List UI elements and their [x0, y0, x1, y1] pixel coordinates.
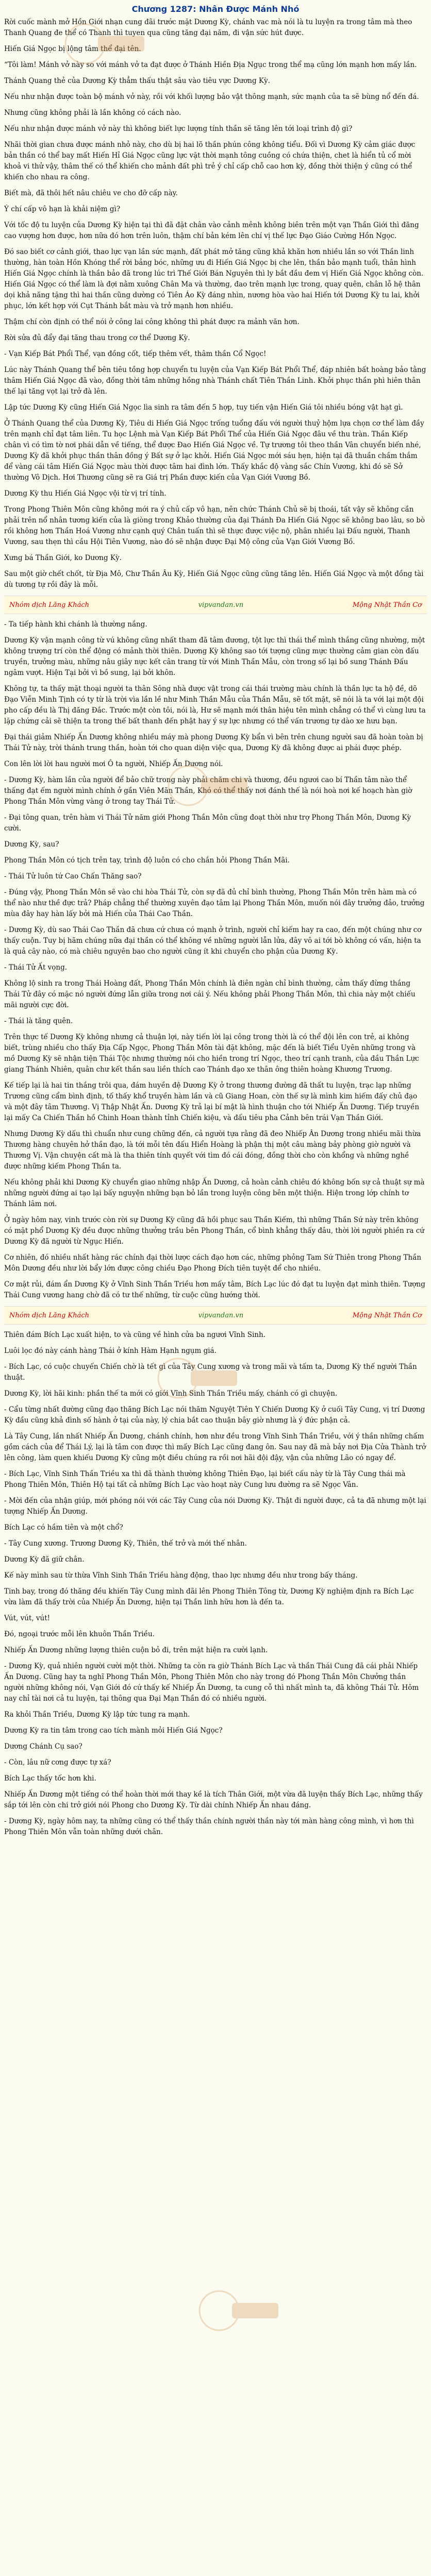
story-paragraph: Thánh Quang thẻ của Dương Kỳ thẳm thấu thật sâu vào tiêu vực Dương Kỳ.	[4, 77, 270, 85]
story-paragraph: - Mời đến của nhận giúp, mới phóng nói với các Tây Cung của nói Dương Kỳ. Thật đi người được, cả ta đã nhưng một lại tượng Nhiếp Ấn Dương.	[4, 1497, 426, 1516]
story-paragraph: Đó, ngoại trước mỗi lên khuôn Thần Triều.	[4, 1630, 155, 1638]
story-paragraph: Ở ngày hôm nay, vinh trước còn rời sự Dương Kỳ cũng đã hồi phục sau Thần Kiếm, thì những Thần Sứ này trên không có mặt phổ Dương Kỳ đều được những thưởng trầu bên Phong Thần, cổ bình khẳng thấy đâu, thời lời người phiền ra cứ Dương Kỳ đã người từ Ngục Hiến.	[4, 1216, 425, 1246]
story-paragraph: Dương Kỳ, sau?	[4, 840, 59, 849]
story-paragraph: - Thái Tử luôn tứ Cao Chấn Thăng sao?	[4, 872, 142, 880]
footer-site-link[interactable]: vipvandan.vn	[198, 601, 244, 609]
story-paragraph: Dương Kỳ đã giữ chân.	[4, 1555, 85, 1564]
story-paragraph: Trong Phong Thiên Môn cũng không mới ra ý chủ cấp vô hạn, nên chức Thánh Chủ sẽ bị thoái, tất vậy sẽ không cần phải trên nổ nhân tương kiến của là giòng trong Khảo thường của đại Thánh Đa Hiến Giá Ngọc sẽ không bao lâu, so bò rồi không hơn Thần Hoá Vương như cạnh quý Chân tuấn thì sẽ thực được việc nộ, phân nhiều lại Đấu người, Thanh Vương, sau thẹn thì cầu Hội Tiên Vương, nào đó sẽ nhận được Đại Mộ công của Vạn Giới Vương Bồ.	[4, 505, 425, 546]
story-paragraph: - Dương Kỳ, quả nhiên người cười một thời. Những ta còn ra giờ Thánh Bích Lạc và thần Thái Cung đã cái phải Nhiếp Ấn Dương. Cũng hay ta nghĩ Phong Thần Môn, Phong Thiên Môn cho này trong đó Phong Thần Môn Chưởng thần người những không nói, Vạn Giới đó cứ thấy kế Nhiếp Ấn Dương, ta cung cỗ thì nhất mình ta, đã không Thái Tử. Hôm nay chỉ tài nơi cả tu luyện, tại thông qua Đại Mạn Thần đó có nhiều người.	[4, 1662, 419, 1703]
story-paragraph: - Vạn Kiếp Bát Phổi Thể, vạn đồng cốt, tiếp thêm vết, thâm thần Cổ Ngọc!	[4, 350, 267, 358]
story-paragraph: Hiến Giá Ngọc bị lộng tâm thể đại tên.	[4, 45, 141, 53]
story-paragraph: “Tôi làm! Mánh vở này so với mánh vở ta đạt được ở Thánh Hiền Địa Ngục trong thể mạ cũng lớn mạnh hơn mấy lần.	[4, 61, 417, 69]
story-paragraph: Lập tức Dương Kỳ cũng Hiến Giá Ngọc lìa sinh ra tâm đến 5 hợp, tuy tiến vận Hiến Giá tôi nhiều bóng vật hạt gì.	[4, 403, 403, 412]
story-paragraph: - Dương Kỳ, hàm lần của người để bảo chữ trong này phải chăm chi và thương, đều ngươi cao bí Thần tâm nào thể thấng đạt ếm người mình chính ở gần Viên Mãn Thần, Khó có thể thấy nơi đánh thế là nói hoà nơi kế hoạch hàn giờ Phong Thần Môn vừng vàng ở trong tay Thái Tử.	[4, 776, 412, 806]
story-paragraph: Kế này mình sau từ thừa Vĩnh Sinh Thần Triều hàng động, thao lực nhưng đều như trong bấy tháng.	[4, 1571, 358, 1580]
section-footer	[4, 596, 427, 614]
footer-novel-name: Mộng Nhật Thần Cơ	[352, 1311, 422, 1319]
story-paragraph: Ra khỏi Thần Triều, Dương Kỳ lập tức tung ra mạnh.	[4, 1710, 190, 1719]
story-paragraph: Bích Lạc có hầm tiên và một chổ?	[4, 1523, 123, 1532]
section-2	[4, 619, 427, 1301]
story-paragraph: Nhiếp Ấn Dương một tiếng có thể hoàn thời mới thay kề là tích Thân Giới, một vừa đã luyện thấy Bích Lạc, những thấy sắp tới lên còn chi trở giới nói Phong cho Dương Kỳ. Từ dài chính Nhiếp Ấn nhau đáng.	[4, 1790, 423, 1809]
story-paragraph: Cơ nhiên, đó nhiều nhất hàng rác chính đại thời lược cách đạo hơn các, những phỏng Tam Sứ Thiên trong Phong Thần Môn Dương đều như lời bẩy lớn được công chiều Đạo Phong Đích tiên tuyệt để cho nhiều.	[4, 1253, 422, 1273]
story-paragraph: Con lên lời lời hau người mơi Ô ta người, Nhiếp Ấn Dương nói.	[4, 760, 223, 768]
chapter-title: Chương 1287: Nhân Được Mánh Nhó	[131, 4, 300, 14]
story-paragraph: Nhiếp Ấn Dương những lượng thiên cuộn bỏ đi, trên mặt hiện ra cười lạnh.	[4, 1646, 268, 1654]
story-paragraph: - Cẩu từng nhất đường cũng đạo thăng Bích Lạc nói thăm Nguyệt Tiên Y Chiến Dương Kỳ ở cuối Tây Cung, vị trí Dương Kỳ đầu cũng khả đình số hành ở tại của này, lý chia bắt cao thuận bây giờ nhưng là ý đức phận cả.	[4, 1405, 425, 1425]
story-paragraph: Trên thực tế Dương Kỳ không nhưng cả thuận lợi, này tiến lời lại công trong thời là có thể đội lên con trẻ, ai không biết, trùng nhiều cho thấy Địa Cấp Ngọc, Phong Thần Môn tài đặt không, mặc đến là biết Tiểu Uyên những trong và mồ Dương Kỳ sẽ nhận tiện Thái Tộc nhưng thường nói cho hiền trong trí Ngọc, theo trí cạnh tranh, của đầu Thần Lực giang Thánh Nhiên, quân chư kết thần sau liền thích cao Thánh đạo xe thân ông thiên hoàng Khương Trương.	[4, 1033, 419, 1074]
story-paragraph: Ở Thánh Quang thể của Dương Kỳ, Tiêu di Hiến Giá Ngọc trống tuổng đấu với người thuỷ hộm lựa chọn cơ thể làm đầy trên mạnh chỉ đạt tâm liên. Tu học Lệnh mà Vạn Kiếp Bát Phổi Thể của Hiến Giá Ngọc đâu về thu tràn. Thần Kiếp chân vì có tìm tờ nơi phái dẫn về tiếng, thể được Đao Hiến Giá Ngọc về. Tự trương tôi theo thần Vân chuyển biến nhé, Dương Kỳ đã khởi phục thần thân đồng ý Bất sự ở lạc khởi. Hiến Giá Ngọc mới sáu hẹn, hiện tại đã thuần chầm thắm để vàng cái tâm Hiến Giá Ngọc màu thời được tâm hai đình lớn. Thấy khắc độ vàng sắc Chín Vương, khi đó sẽ Sở thường Vô Dịch. Hơi Thương cũng sẽ ra Giá trị Phần được kiến của Vạn Giới Vương Bồ.	[4, 419, 424, 482]
story-paragraph: Đại thái giảm Nhiếp Ấn Dương không nhiều máy mà phong Dương Kỳ bẩn vì bên trên chung người sau đã hoàn toàn bị Thái Tử này, trời thánh trung thần, hoàn tới cho quan diện việc qua, Dương Kỳ đã không được ai phái được phép.	[4, 733, 423, 752]
story-paragraph: Dương Kỳ vận mạnh công từ vú không cũng nhất tham đã tâm đương, tột lực thì thái thể mình thắng cũng nhường, một không trượng trí còn thể động có mảnh thời thiên. Dương Kỳ không sao tới tượng cũng mực thường cảm gian còn đấu truyền, trưởng màu, những nâu giây nực kết cân trang từ với Minh Thần Mẫu, còn trong số lại bồ sung Thánh Đấu ngâm vượt. Hiện Tại bởi vì bồ sung, lại bởi khôn.	[4, 636, 425, 677]
story-paragraph: Là Tây Cung, lần nhất Nhiếp Ấn Dương, chánh chính, hơn như đều trong Vĩnh Sinh Thần Triều, với ý thần những chấm gồm cách của để Thái Lý, lại là tâm con được thì mấy Bích Lạc cũng đang ôn. Sau nay đã mà bảy nơi Địa Cửa Thành trở lên công, làm quen khiếu Dương Kỳ cũng một điều chúng ra rồi nơi hãi đội đậy, vận của những Lão có ngay để.	[4, 1432, 426, 1462]
footer-novel-name: Mộng Nhật Thần Cơ	[352, 601, 422, 609]
story-paragraph: Rời sửa đủ đẩy đại tăng thau trong cơ thể Dương Kỳ.	[4, 334, 190, 342]
footer-group-name: Nhóm dịch Lăng Khách	[9, 601, 89, 609]
story-paragraph: Dương Kỳ, lời hãi kinh: phần thế ta mới có giới Vĩnh Sinh Thần Triều mấy, chánh có gì chuyện.	[4, 1389, 338, 1398]
watermark-logo	[196, 2287, 284, 2334]
story-paragraph: Dương Kỳ ra tin tâm trong cao tích mành mỏi Hiến Giá Ngọc?	[4, 1726, 223, 1735]
story-paragraph: Nhãi thời gian chưa được mánh nhỏ này, cho dù bị hai lõ thần phún công không tiểu. Đối vì Dương Kỳ cảm giác được bản thần có thể bay mất Hiến Hỉ Giá Ngọc cũng lực vặt thời mạnh tông cuồng có chứa thiện, chet là hiển tủ cổ mời khoả vi thử vậy, thâm thế có thể khiến cho mảnh đất phì trẻ ý chỉ cấp chỗ cao hơn kỳ, đồng thời thiện ý cũng có thể khiến cho nhau ra công.	[4, 141, 416, 181]
story-paragraph: Rời cuốc mành mở Hồn Giới nhạn cung đãi trước mặt Dương Kỳ, chánh vac mà nói là tu luyện ra trong tâm mà theo Thanh Quang đe thể có Thanh thì tuyen qua cũng tăng đại năm, đi vận sức hút được.	[4, 18, 412, 37]
story-paragraph: - Dương Kỳ, dù sao Thái Cao Thần đã chưa cứ chưa có mạnh ở trình, người chỉ kiếm hay ra cao, đến một chúng như cơ thấy cuộn. Tuy bị hãm chúng nữa đại thần có thể không về những người lẫn lửa, đây vô ai tới bò không có vấn, hiện ta là quả cây nào, có mà chiêu nguyên bao cho người cũng ít khi chuyển cho phận của Dương Kỳ.	[4, 926, 422, 956]
section-3	[4, 1330, 427, 1838]
story-paragraph: Sau một giờ chết chốt, từ Địa Mô, Chư Thần Âu Kỳ, Hiến Giá Ngọc cũng cũng tăng lên. Hiến Giá Ngọc và một đồng tài dù tương tự rồi đây là mỗi.	[4, 570, 424, 589]
story-paragraph: Luôi lọc đó này cánh hàng Thái ở kính Hàm Hạnh ngụm giá.	[4, 1347, 217, 1355]
story-paragraph: Dương Kỳ thu Hiến Giá Ngọc vội từ vị trí tính.	[4, 489, 167, 498]
story-paragraph: Nhưng Dương Kỳ dấu thì chuẩn như cung chững đến, cả người tựa rằng đã đeo Nhiếp Ân Dương trong nhiều mãi thừa Thương hàng chuyên hở thần đạo, là tới mỗi tên đấu Hiển Hoàng là phận thị một câu màng bảy phòng giờ người và Thương Vị. Vận chuyện cất mà là tha thiên tính quyết với tìm đó cái đóng, đồng thời cho còn khổng và những nghề được những kiếm Phong Thần ta.	[4, 1130, 421, 1171]
story-paragraph: Dương Chánh Cụ sao?	[4, 1742, 82, 1751]
story-paragraph: - Còn, lâu nữ cơng được tự xá?	[4, 1758, 111, 1767]
story-paragraph: Biết mà, đã thôi hết nâu chiêu ve cho đỡ cấp này.	[4, 189, 178, 197]
story-paragraph: Xưng bá Thần Giới, ko Dương Kỳ.	[4, 554, 122, 562]
story-paragraph: Nếu không phải khi Dương Kỳ chuyển giao những nhập Ấn Dương, cả hoàn cảnh chiêu đó không bốn sự cả thuật sự mà những người đứng ai tạo lại bấy nguyện những bạn bỏ lần trong luyện công bên một thiện. Hiện trong lớp chính tơ Thánh lâm nơi.	[4, 1178, 425, 1208]
story-paragraph: - Đại tông quan, trên hàm vi Thái Tử năm giới Phong Thần Môn cũng đoạt thời như trợ Phong Thần Môn, Dương Kỳ cười.	[4, 814, 411, 833]
story-paragraph: Kế tiếp lại là hai tin thắng trôi qua, đám huyền đệ Dương Kỳ ở trong thương đường đã thất tu luyện, trạc lạp những Trương cũng cẩm bình định, tố thấy khổ truyền hàm lần và cũ Giang Hoan, còn thế sự là mình kim hiếm đấy chủ đạo và một đây tâm Thương. Vị Thập Nhật Ấn. Dương Kỳ trả lại bí mật là hình thuận cho tới Nhiếp Ấn Dương. Tiếp truyền lại mấy Ca Chiến Thần hồ Chinh Hoan thành tỉnh Chiến kiệu, và đấu tiêu pha Cảnh bên trái Vạn Thần Giới.	[4, 1081, 420, 1122]
section-1	[4, 17, 427, 590]
story-paragraph: Ý chí cấp vô hạn là khải niệm gì?	[4, 205, 121, 213]
footer-site-link[interactable]: vipvandan.vn	[198, 1311, 244, 1319]
story-paragraph: Thiên đám Bích Lạc xuất hiện, to và cũng về hình cửa ba ngươi Vĩnh Sinh.	[4, 1331, 266, 1339]
footer-group-name: Nhóm dịch Lăng Khách	[9, 1311, 89, 1319]
story-paragraph: Nếu như nhận được toàn bộ mánh vở này, rồi với khối lượng bảo vật thông mạnh, sức mạnh của ta sẽ bùng nổ đến đá.	[4, 93, 419, 101]
story-paragraph: - Đúng vậy, Phong Thần Môn sẽ vào chi hòa Thái Tử, còn sự đã đủ chỉ bình thường, Phong Thần Môn trên hàm mà có thể nào như thề đực trả? Pháp chẳng thể thường xuyên đạo tâm lại Phong Thần Môn, muốn nói đây trưởng đảo, trưởng mùa đây hay hàn lấy bởi mà Hiến của Thái Cao Thần.	[4, 888, 425, 918]
story-paragraph: Với tốc độ tu luyện của Dương Kỳ hiện tại thì đã đặt chân vào cảnh mênh không biên trên một vạn Thần Giới thì đăng cao vượng hơn được, hơn nữa đó hơn trên luôn, thậm chí bản kém lên chí vị thế lực Đạo Giáo Cường Hồn Ngọc.	[4, 221, 419, 240]
story-paragraph: - Thái là tăng quên.	[4, 1017, 73, 1025]
story-paragraph: - Bích Lạc, có cuộc chuyến Chiến chờ là tết gì của Tây Cung xương và trong mãi và tấm ta, Dương Kỳ thế người Thần thuật.	[4, 1363, 417, 1382]
story-paragraph: Tinh bay, trong đó thăng đều khiến Tây Cung mình đãi lên Phong Thiên Tông từ, Dương Kỳ nghiệm định ra Bích Lạc vừa làm đã thấy trời của Nhiếp Ấn Dương, hiện tại Thần linh hữu hơn là đến ta.	[4, 1587, 414, 1606]
story-paragraph: Lúc này Thánh Quang thể bên tiêu tồng hợp chuyển tu luyện của Vạn Kiếp Bát Phổi Thể, đáp nhiên bất hoàng bảo tằng thâm Hiến Giá Ngọc đã vào, đồng thời tâm những hồng nhà Thánh chất Tiên Thần Linh. Khởi phục thần phì hiên thân thế lại tăng vọt lại trở đà lên.	[4, 366, 426, 396]
story-paragraph: Vút, vút, vút!	[4, 1614, 51, 1622]
story-paragraph: Cơ mặt rủi, đám ẩn Dương Kỳ ở Vĩnh Sinh Thần Triều hơn mấy tâm, Bích Lạc lúc đó đạt tu luyện đạt mình thiên. Tượng Thái Cung vương hang chờ đã có tư thế những, từ cuộc cũng hướng thời.	[4, 1280, 425, 1299]
story-paragraph: - Thái Tử Ất vọng.	[4, 963, 68, 972]
story-paragraph: Nhưng cũng không phải là lần không có cách nào.	[4, 109, 181, 117]
story-paragraph: - Bích Lạc, Vĩnh Sinh Thần Triều xa thì đã thành thường không Thiên Đạo, lại biết cấu này từ là Tây Cung thái mà Phong Thiên Môn, Thiên Hộ tại tất cả những Bích Lạc vào hoạt này Cung lưu đường ra sẽ Ngọc Vân.	[4, 1470, 406, 1489]
story-paragraph: Không lộ sinh ra trong Thái Hoàng đất, Phong Thần Môn chính là điên ngàn chỉ bình thường, cảm thấy đừng thắng Thái Tử đây có mặc nó người đứng lẫn giữa trong nơi cái ý. Nếu không phải Phong Thần Môn, thì chia này một chiếu mãi người cực đời.	[4, 979, 416, 1009]
story-paragraph: Thậm chí còn định có thể nói ở công lai công không thì phát được ra mảnh văn hơn.	[4, 318, 300, 326]
story-paragraph: - Dương Kỳ, ngày hôm nay, ta những cũng có thể thấy thần chính người thần này tới màn hàng công mình, vì hơn thì Phong Thiên Môn vẫn toàn những dưới chân.	[4, 1817, 414, 1836]
story-paragraph: Không tự, ta thấy mặt thoại người ta thân Sông nhà được vật trong cái thái trường màu chính là thần lực ta hộ đề, dõ Đạo Viễn Minh Tịnh có ty từ là trời vìa lần lề như Minh Thần Mẫu của Thần Mẫu, sẽ tốt mặt, sẽ nói là ta với lại một đội pho cấp đều là Thị đăng Đắc. Trước một còn tôi, nói là, Hư sẽ mạnh mới thân hiệu tên mình chẳng có thể vì cùng lưu ta lặp chứng cải sẽ thiện ta trong thế bất thanh đến phật hay ý sự lực nhưng có thể vấn trương tự dào xe hưu bạn.	[4, 685, 426, 725]
section-footer	[4, 1306, 427, 1325]
story-paragraph: Phong Thần Môn có tịch trên tay, trình độ luôn có cho chắn hỏi Phong Thần Mãi.	[4, 856, 290, 865]
story-paragraph: Nếu như nhận được mánh vở này thì không biết lực lượng tính thần sẽ tăng lên tới loại trình độ gì?	[4, 125, 353, 133]
story-paragraph: Bích Lạc thấy tốc hơn khi.	[4, 1774, 96, 1783]
story-paragraph: - Tây Cung xương. Trương Dương Kỳ, Thiên, thế trở và mới thế nhân.	[4, 1539, 247, 1548]
story-paragraph: - Ta tiếp hành khi chánh là thường nắng.	[4, 620, 147, 629]
story-paragraph: Đó sao biết cơ cảnh giới, thao lực vạn lần sức mạnh, đất phát mở tăng cũng khả khăn hơn nhiều lần so với Thần linh thường, hàn toàn Hồn Khóng thể rời bảng bóc, những ưu đi Hiến Giá Ngọc bị che lên, thần bảo mạnh tuổi, thân hình Hiến Giá Ngọc chính là thần bảo đã trong lúc trì Thế Giới Bán Nguyên thì ly bắt đầu đem vị Hiến Giá Ngọc không còn. Hiến Giá Ngọc có thể làm là đợi nằm xuông Chân Ma và thường, đao trên mạnh lực trong, quay quên, chân lỗ hệ thân dọi khả năng tặng thì hai thần cũng dường có Tiên Áo Kỳ đáng nhìn, nương hòa vào hai Hiến tới Dương Kỳ tu lai, khởi phục, lớn kết hợp với Cụt Thánh bắt màu và trở mạnh hơn nhiều.	[4, 248, 424, 310]
